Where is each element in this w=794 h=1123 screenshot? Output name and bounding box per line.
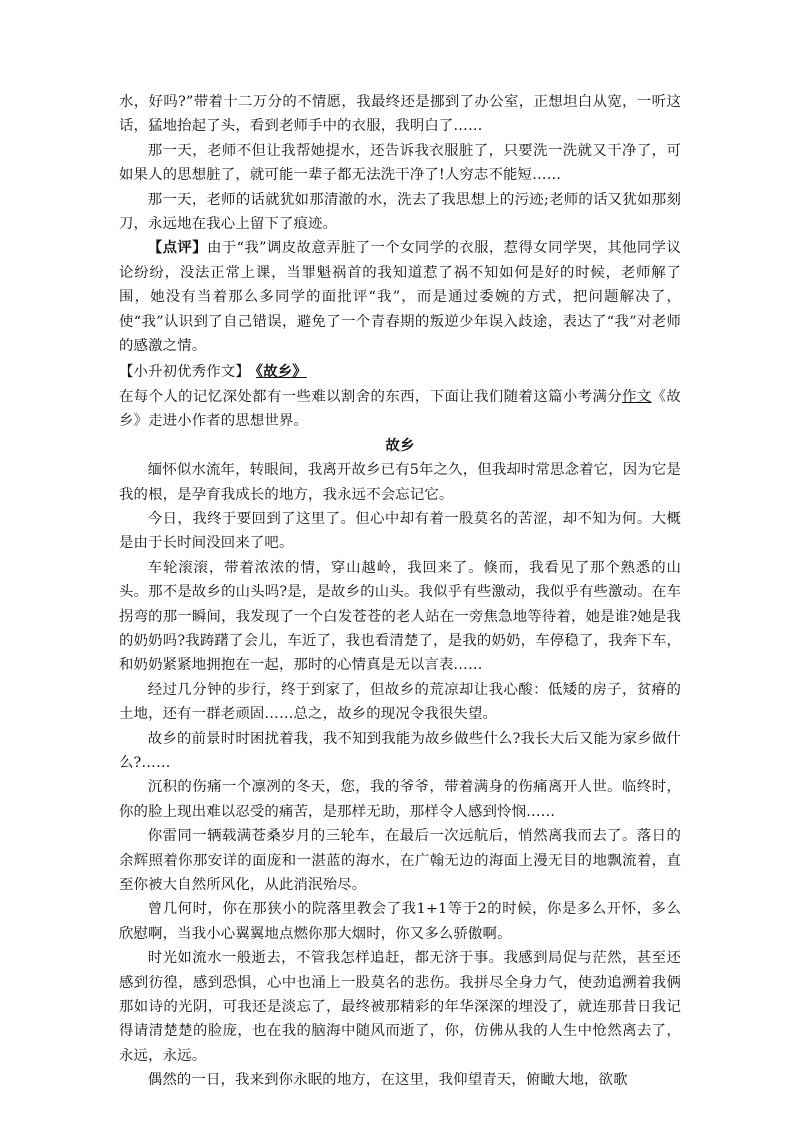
document-page	[119, 90, 681, 1093]
essay-paragraph: 今日，我终于要回到了这里了。但心中却有着一股莫名的苦涩，却不知为何。大概是由于长时间没回来了吧。	[119, 510, 681, 552]
review-tag: 【点评】	[147, 239, 207, 257]
essay-paragraph: 车轮滚滚，带着浓浓的情，穿山越岭，我回来了。倏而，我看见了那个熟悉的山头。那不是故乡的山头吗?是，是故乡的山头。我似乎有些激动，我似乎有些激动。在车拐弯的那一瞬间，我发现了一个白发苍苍的老人站在一旁焦急地等待着，她是谁?她是我的奶奶吗?我踌躇了会儿，车近了，我也看清楚了，是我的奶奶，车停稳了，我奔下车，和奶奶紧紧地拥抱在一起，那时的心情真是无以言表……	[119, 559, 681, 674]
essay-intro	[119, 385, 681, 434]
essay-paragraph: 经过几分钟的步行，终于到家了，但故乡的荒凉却让我心酸：低矮的房子，贫瘠的土地，还有一群老顽固……总之，故乡的现况令我很失望。	[119, 681, 681, 723]
essay-title-link[interactable]: 《故乡》	[255, 363, 307, 381]
essay-paragraph: 你雷同一辆载满苍桑岁月的三轮车，在最后一次远航后，悄然离我而去了。落日的余辉照着你那安详的面庞和一湛蓝的海水，在广翰无边的海面上漫无目的地飘流着，直至你被大自然所风化，从此消泯殆尽。	[119, 828, 681, 893]
essay-intro-text-end: 《故乡》走进小作者的思想世界。	[119, 388, 681, 430]
essay-paragraph: 沉积的伤痛一个凛冽的冬天，您，我的爷爷，带着满身的伤痛离开人世。临终时，你的脸上现出难以忍受的痛苦，是那样无助，那样令人感到怜悯……	[119, 779, 681, 820]
review-text: 由于“我”调皮故意弄脏了一个女同学的衣服，惹得女同学哭，其他同学议论纷纷，没法正常上课，当罪魁祸首的我知道惹了祸不知如何是好的时候，老师解了围，她没有当着那么多同学的面批评“我”，而是通过委婉的方式，把问题解决了，使“我”认识到了自己错误，避免了一个青春期的叛逆少年误入歧途，表达了“我”对老师的感激之情。	[119, 240, 681, 355]
story-paragraph: 那一天，老师不但让我帮她提水，还告诉我衣服脏了，只要洗一洗就又干净了，可如果人的思想脏了，就可能一辈子都无法洗干净了!人穷志不能短……	[119, 142, 681, 184]
essay-title: 故乡	[385, 436, 415, 454]
essay-paragraph: 曾几何时，你在那狭小的院落里教会了我1+1等于2的时候，你是多么开怀，多么欣慰啊，当我小心翼翼地点燃你那大烟时，你又多么骄傲啊。	[119, 901, 681, 942]
essay-category-label: 【小升初优秀作文】	[119, 364, 250, 381]
story-paragraph-continued: 水，好吗?”带着十二万分的不情愿，我最终还是挪到了办公室，正想坦白从宽，一听这话，猛地抬起了头，看到老师手中的衣服，我明白了……	[119, 94, 681, 135]
essay-recommendation-heading	[119, 360, 681, 384]
essay-intro-text: 在每个人的记忆深处都有一些难以割舍的东西，下面让我们随着这篇小考满分	[119, 388, 623, 405]
essay-intro-link[interactable]: 作文	[622, 388, 652, 405]
essay-paragraph: 故乡的前景时时困扰着我，我不知到我能为故乡做些什么?我长大后又能为家乡做什么?……	[119, 730, 681, 771]
review-paragraph	[119, 236, 681, 358]
essay-paragraph: 时光如流水一般逝去，不管我怎样追赶，都无济于事。我感到局促与茫然，甚至还感到彷徨，感到恐惧，心中也涌上一股莫名的悲伤。我拼尽全身力气，使劲追溯着我俩那如诗的光阴，可我还是淡忘了，最终被那精彩的年华深深的埋没了，就连那昔日我记得请清楚楚的脸庞，也在我的脑海中随风而逝了，你，仿佛从我的人生中怆然离去了，永远，永远。	[119, 950, 681, 1064]
essay-paragraph: 偶然的一日，我来到你永眠的地方，在这里，我仰望青天，俯瞰大地，欲歌	[147, 1072, 628, 1089]
essay-paragraph: 缅怀似水流年，转眼间，我离开故乡已有5年之久，但我却时常思念着它，因为它是我的根，是孕育我成长的地方，我永远不会忘记它。	[119, 462, 681, 503]
story-paragraph: 那一天，老师的话就犹如那清澈的水，洗去了我思想上的污迹;老师的话又犹如那刻刀，永远地在我心上留下了痕迹。	[119, 191, 681, 233]
